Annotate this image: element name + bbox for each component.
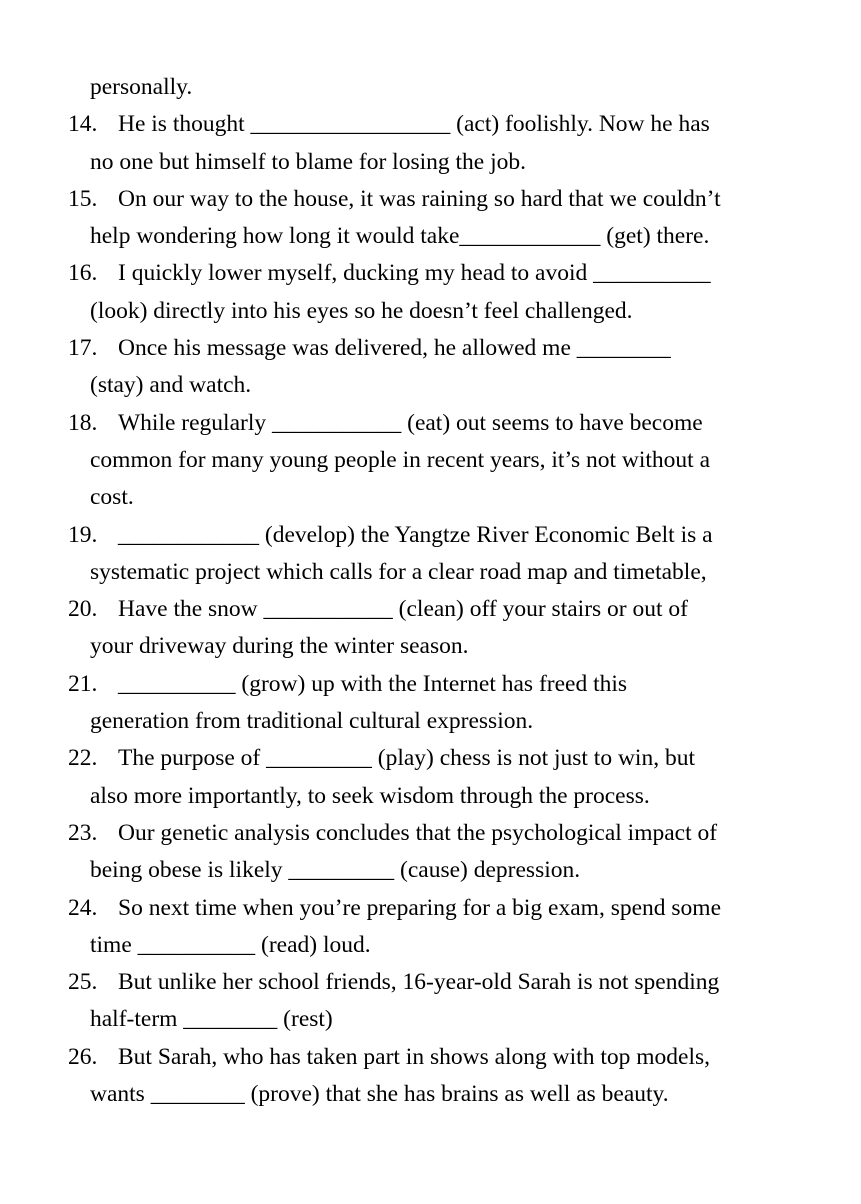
question-item <box>68 666 808 741</box>
question-item <box>68 517 808 592</box>
question-text-line: But Sarah, who has taken part in shows along with top models, <box>118 1043 710 1070</box>
question-text-line: But unlike her school friends, 16-year-old Sarah is not spending <box>118 969 720 996</box>
question-number: 19. <box>68 521 98 548</box>
question-item <box>68 405 808 517</box>
question-text-line: help wondering how long it would take____________ (get) there. <box>90 223 710 250</box>
question-number: 25. <box>68 969 98 996</box>
question-text-line: (stay) and watch. <box>90 372 252 399</box>
question-text-line: Have the snow ___________ (clean) off your stairs or out of <box>118 596 688 623</box>
question-text-line: While regularly ___________ (eat) out seems to have become <box>118 409 703 436</box>
exercise-list <box>68 69 808 1113</box>
question-text-line: He is thought _________________ (act) foolishly. Now he has <box>118 111 710 138</box>
question-text-line: On our way to the house, it was raining so hard that we couldn’t <box>118 185 721 212</box>
question-number: 22. <box>68 745 98 772</box>
question-number: 21. <box>68 670 98 697</box>
question-number: 23. <box>68 819 98 846</box>
question-text-line: generation from traditional cultural expression. <box>90 708 534 735</box>
question-item <box>68 255 808 330</box>
question-text-line: ____________ (develop) the Yangtze River Economic Belt is a <box>118 521 713 548</box>
question-item <box>68 181 808 256</box>
question-text-line: also more importantly, to seek wisdom through the process. <box>90 782 650 809</box>
question-number: 18. <box>68 409 98 436</box>
question-number: 14. <box>68 111 98 138</box>
question-text-line: I quickly lower myself, ducking my head to avoid __________ <box>118 260 711 287</box>
question-text-line: being obese is likely _________ (cause) depression. <box>90 857 581 884</box>
question-item <box>68 815 808 890</box>
question-text-line: So next time when you’re preparing for a big exam, spend some <box>118 894 722 921</box>
question-number: 15. <box>68 185 98 212</box>
question-number: 17. <box>68 335 98 362</box>
question-text-line: time __________ (read) loud. <box>90 931 371 958</box>
continuation-text: personally. <box>90 74 193 100</box>
question-text-line: __________ (grow) up with the Internet has freed this <box>118 670 628 697</box>
question-text-line: your driveway during the winter season. <box>90 633 469 660</box>
question-text-line: The purpose of _________ (play) chess is not just to win, but <box>118 745 695 772</box>
question-number: 24. <box>68 894 98 921</box>
question-text-line: half-term ________ (rest) <box>90 1006 333 1033</box>
question-item <box>68 106 808 181</box>
question-text-line: common for many young people in recent years, it’s not without a <box>90 446 710 473</box>
question-item <box>68 330 808 405</box>
question-text-line: systematic project which calls for a clear road map and timetable, <box>90 558 707 585</box>
question-text-line: (look) directly into his eyes so he doesn’t feel challenged. <box>90 297 633 324</box>
question-number: 26. <box>68 1043 98 1070</box>
question-number: 20. <box>68 596 98 623</box>
question-item <box>68 1039 808 1114</box>
question-item <box>68 964 808 1039</box>
question-text-line: wants ________ (prove) that she has brains as well as beauty. <box>90 1081 669 1108</box>
question-text-line: cost. <box>90 484 134 511</box>
question-text-line: Once his message was delivered, he allowed me ________ <box>118 335 671 362</box>
question-item <box>68 591 808 666</box>
question-item <box>68 740 808 815</box>
question-text-line: no one but himself to blame for losing the job. <box>90 148 526 175</box>
question-text-line: Our genetic analysis concludes that the psychological impact of <box>118 819 718 846</box>
question-item <box>68 890 808 965</box>
question-number: 16. <box>68 260 98 287</box>
